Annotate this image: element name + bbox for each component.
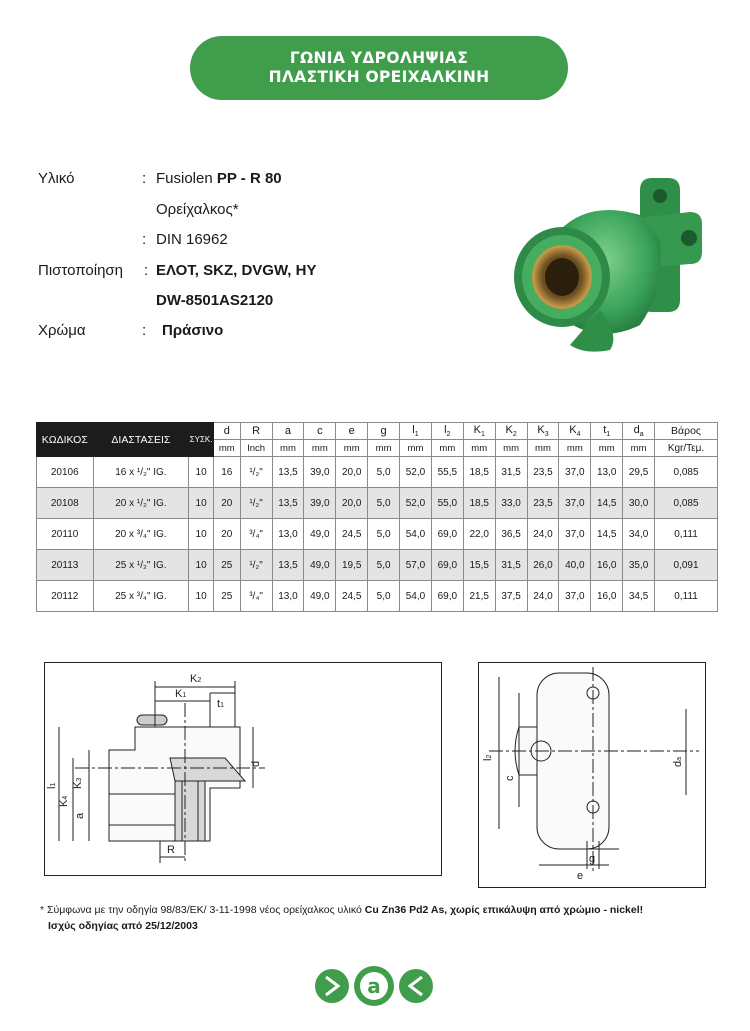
table-cell: 55,0 bbox=[431, 488, 463, 519]
table-cell: 0,085 bbox=[655, 488, 718, 519]
table-cell: 0,111 bbox=[655, 519, 718, 550]
label-K2: K2 bbox=[190, 673, 202, 685]
unit-mm: mm bbox=[495, 440, 527, 457]
header-g: g bbox=[368, 423, 400, 440]
table-cell: 24,0 bbox=[527, 581, 559, 612]
table-cell: 0,085 bbox=[655, 457, 718, 488]
table-cell: 34,5 bbox=[623, 581, 655, 612]
table-cell: 37,0 bbox=[559, 519, 591, 550]
table-cell: 20 x ³/₄" IG. bbox=[93, 519, 189, 550]
table-cell: 52,0 bbox=[400, 457, 432, 488]
footnote-bold: Cu Zn36 Pd2 As, χωρίς επικάλυψη από χρώμιο - nickel! bbox=[364, 904, 644, 916]
title-line-2: ΠΛΑΣΤΙΚΗ ΟΡΕΙΧΑΛΚΙΝΗ bbox=[268, 68, 490, 86]
table-row bbox=[37, 457, 718, 488]
colon: : bbox=[142, 322, 147, 339]
header-weight-unit: Kgr/Τεμ. bbox=[655, 440, 718, 457]
table-cell: 55,5 bbox=[431, 457, 463, 488]
table-cell: 25 bbox=[213, 550, 240, 581]
footnote bbox=[40, 902, 730, 934]
unit-mm: mm bbox=[463, 440, 495, 457]
product-image bbox=[490, 160, 720, 370]
header-t1: $t_1$ bbox=[591, 423, 623, 440]
header-e: e bbox=[336, 423, 368, 440]
table-cell: 5,0 bbox=[368, 550, 400, 581]
colon: : bbox=[142, 231, 147, 248]
table-cell: 37,0 bbox=[559, 457, 591, 488]
unit-mm: mm bbox=[213, 440, 240, 457]
unit-inch: Inch bbox=[240, 440, 272, 457]
label-R: R bbox=[167, 844, 175, 856]
table-cell: 15,5 bbox=[463, 550, 495, 581]
table-cell: ¹/₂" bbox=[240, 550, 272, 581]
label-c: c bbox=[504, 775, 516, 781]
table-cell: 5,0 bbox=[368, 519, 400, 550]
header-c: c bbox=[304, 423, 336, 440]
section-drawing bbox=[44, 662, 442, 876]
table-cell: 20110 bbox=[37, 519, 94, 550]
unit-mm: mm bbox=[591, 440, 623, 457]
table-cell: 39,0 bbox=[304, 488, 336, 519]
certification-code: DW-8501AS2120 bbox=[156, 292, 274, 309]
unit-mm: mm bbox=[304, 440, 336, 457]
table-cell: 30,0 bbox=[623, 488, 655, 519]
table-cell: ³/₄" bbox=[240, 581, 272, 612]
table-cell: 18,5 bbox=[463, 488, 495, 519]
table-cell: 5,0 bbox=[368, 581, 400, 612]
table-cell: 31,5 bbox=[495, 550, 527, 581]
unit-mm: mm bbox=[368, 440, 400, 457]
material-2: Ορείχαλκος* bbox=[156, 201, 239, 218]
unit-mm: mm bbox=[272, 440, 304, 457]
table-cell: 18,5 bbox=[463, 457, 495, 488]
label-l2: l2 bbox=[482, 754, 494, 761]
unit-mm: mm bbox=[527, 440, 559, 457]
unit-mm: mm bbox=[559, 440, 591, 457]
table-cell: 10 bbox=[189, 488, 214, 519]
table-cell: ¹/₂" bbox=[240, 488, 272, 519]
table-row bbox=[37, 581, 718, 612]
standard-value: DIN 16962 bbox=[156, 231, 228, 248]
table-cell: 0,091 bbox=[655, 550, 718, 581]
header-d: d bbox=[213, 423, 240, 440]
table-cell: 31,5 bbox=[495, 457, 527, 488]
header-da: $d_a$ bbox=[623, 423, 655, 440]
material-value bbox=[156, 170, 282, 187]
certification-value: ΕΛΟΤ, SKZ, DVGW, HY bbox=[156, 262, 317, 279]
title-banner bbox=[190, 36, 568, 100]
table-cell: 35,0 bbox=[623, 550, 655, 581]
label-e: e bbox=[577, 870, 584, 882]
table-cell: 13,5 bbox=[272, 457, 304, 488]
table-cell: 20,0 bbox=[336, 488, 368, 519]
table-cell: 37,0 bbox=[559, 581, 591, 612]
table-cell: 54,0 bbox=[400, 519, 432, 550]
table-cell: 16,0 bbox=[591, 550, 623, 581]
label-l1: l1 bbox=[46, 782, 58, 789]
header-l1: $l_1$ bbox=[400, 423, 432, 440]
material-grade: PP - R 80 bbox=[216, 170, 282, 187]
title-line-1: ΓΩΝΙΑ ΥΔΡΟΛΗΨΙΑΣ bbox=[289, 49, 469, 67]
table-cell: ¹/₂" bbox=[240, 457, 272, 488]
table-row bbox=[37, 550, 718, 581]
table-cell: 24,0 bbox=[527, 519, 559, 550]
table-cell: 20 x ¹/₂" IG. bbox=[93, 488, 189, 519]
table-cell: 14,5 bbox=[591, 488, 623, 519]
header-weight: Βάρος bbox=[655, 423, 718, 440]
table-cell: 49,0 bbox=[304, 550, 336, 581]
table-cell: 33,0 bbox=[495, 488, 527, 519]
table-cell: ³/₄" bbox=[240, 519, 272, 550]
table-cell: 20,0 bbox=[336, 457, 368, 488]
header-K3: $K_3$ bbox=[527, 423, 559, 440]
color-label: Χρώμα bbox=[38, 322, 86, 339]
table-cell: 37,5 bbox=[495, 581, 527, 612]
label-K4: K4 bbox=[58, 795, 70, 807]
table-row bbox=[37, 488, 718, 519]
table-cell: 23,5 bbox=[527, 457, 559, 488]
header-K1: $K_1$ bbox=[463, 423, 495, 440]
table-cell: 20108 bbox=[37, 488, 94, 519]
color-value: Πράσινο bbox=[162, 322, 224, 339]
table-cell: 13,5 bbox=[272, 550, 304, 581]
label-da: da bbox=[672, 756, 684, 767]
table-cell: 10 bbox=[189, 581, 214, 612]
unit-mm: mm bbox=[431, 440, 463, 457]
table-cell: 69,0 bbox=[431, 519, 463, 550]
table-cell: 5,0 bbox=[368, 457, 400, 488]
dimensions-table bbox=[36, 422, 718, 612]
table-cell: 13,0 bbox=[591, 457, 623, 488]
table-cell: 52,0 bbox=[400, 488, 432, 519]
table-cell: 10 bbox=[189, 457, 214, 488]
table-cell: 24,5 bbox=[336, 519, 368, 550]
brand-logo bbox=[314, 963, 434, 1009]
table-cell: 34,0 bbox=[623, 519, 655, 550]
header-a: a bbox=[272, 423, 304, 440]
table-cell: 25 x ¹/₂" IG. bbox=[93, 550, 189, 581]
table-cell: 13,0 bbox=[272, 581, 304, 612]
table-cell: 49,0 bbox=[304, 519, 336, 550]
table-cell: 36,5 bbox=[495, 519, 527, 550]
label-K3: K3 bbox=[72, 777, 84, 789]
table-cell: 20 bbox=[213, 519, 240, 550]
table-cell: 16 x ¹/₂" IG. bbox=[93, 457, 189, 488]
table-cell: 39,0 bbox=[304, 457, 336, 488]
table-cell: 25 bbox=[213, 581, 240, 612]
label-K1: K1 bbox=[175, 688, 187, 700]
label-g: g bbox=[589, 853, 596, 865]
table-cell: 21,5 bbox=[463, 581, 495, 612]
table-cell: 0,111 bbox=[655, 581, 718, 612]
table-cell: 69,0 bbox=[431, 581, 463, 612]
table-cell: 16,0 bbox=[591, 581, 623, 612]
table-cell: 26,0 bbox=[527, 550, 559, 581]
header-K4: $K_4$ bbox=[559, 423, 591, 440]
table-cell: 29,5 bbox=[623, 457, 655, 488]
label-t1: t1 bbox=[217, 698, 224, 710]
footnote-text: Σύμφωνα με την οδηγία 98/83/ΕΚ/ 3-11-1998 νέος ορείχαλκος υλικό bbox=[47, 904, 365, 916]
header-R: R bbox=[240, 423, 272, 440]
label-a: a bbox=[74, 812, 86, 819]
table-cell: 13,0 bbox=[272, 519, 304, 550]
table-cell: 20113 bbox=[37, 550, 94, 581]
table-cell: 40,0 bbox=[559, 550, 591, 581]
header-dimensions: ΔΙΑΣΤΑΣΕΙΣ bbox=[93, 423, 189, 457]
table-cell: 10 bbox=[189, 519, 214, 550]
material-label: Υλικό bbox=[38, 170, 75, 187]
table-cell: 22,0 bbox=[463, 519, 495, 550]
table-cell: 19,5 bbox=[336, 550, 368, 581]
table-cell: 20 bbox=[213, 488, 240, 519]
table-cell: 16 bbox=[213, 457, 240, 488]
unit-mm: mm bbox=[336, 440, 368, 457]
colon: : bbox=[144, 262, 149, 279]
colon: : bbox=[142, 170, 147, 187]
table-cell: 13,5 bbox=[272, 488, 304, 519]
header-l2: $l_2$ bbox=[431, 423, 463, 440]
header-K2: $K_2$ bbox=[495, 423, 527, 440]
material-prefix: Fusiolen bbox=[156, 170, 217, 187]
header-code: ΚΩΔΙΚΟΣ bbox=[37, 423, 94, 457]
certification-label: Πιστοποίηση bbox=[38, 262, 124, 279]
logo-letter: a bbox=[367, 974, 381, 998]
table-cell: 69,0 bbox=[431, 550, 463, 581]
table-cell: 54,0 bbox=[400, 581, 432, 612]
table-cell: 49,0 bbox=[304, 581, 336, 612]
unit-mm: mm bbox=[623, 440, 655, 457]
table-cell: 5,0 bbox=[368, 488, 400, 519]
header-packaging: ΣΥΣΚ. bbox=[189, 423, 214, 457]
table-cell: 24,5 bbox=[336, 581, 368, 612]
table-cell: 20112 bbox=[37, 581, 94, 612]
table-row bbox=[37, 519, 718, 550]
table-cell: 10 bbox=[189, 550, 214, 581]
unit-mm: mm bbox=[400, 440, 432, 457]
label-d: d bbox=[250, 760, 262, 767]
front-drawing bbox=[478, 662, 706, 888]
footnote-star: * bbox=[40, 904, 48, 916]
table-cell: 25 x ³/₄" IG. bbox=[93, 581, 189, 612]
footnote-validity: Ισχύς οδηγίας από 25/12/2003 bbox=[48, 920, 198, 932]
table-cell: 20106 bbox=[37, 457, 94, 488]
table-cell: 23,5 bbox=[527, 488, 559, 519]
table-cell: 14,5 bbox=[591, 519, 623, 550]
table-cell: 37,0 bbox=[559, 488, 591, 519]
table-cell: 57,0 bbox=[400, 550, 432, 581]
